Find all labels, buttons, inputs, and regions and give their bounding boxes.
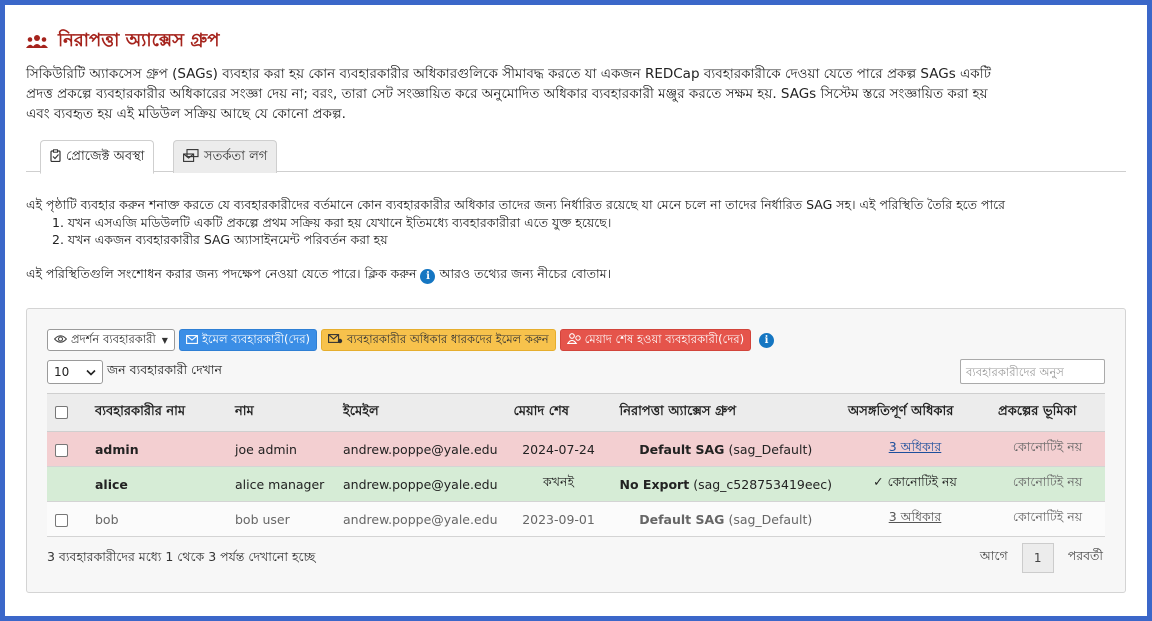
user-clock-icon xyxy=(567,333,581,347)
sag-id: (sag_Default) xyxy=(728,511,813,527)
expiration-cell: কখনই xyxy=(506,467,612,502)
expire-users-button[interactable] xyxy=(560,329,751,351)
page-length-control xyxy=(47,360,222,384)
list-item: 2. যখন একজন ব্যবহারকারীর SAG অ্যাসাইনমেন্ট পরিবর্তন করা হয় xyxy=(52,232,388,247)
header-expiration[interactable]: মেয়াদ শেষ xyxy=(506,394,612,432)
tab-project-status-label: প্রোজেক্ট অবস্থা xyxy=(66,148,145,164)
intro-text: এই পৃষ্ঠাটি ব্যবহার করুন শনাক্ত করতে যে ব্যবহারকারীদের বর্তমানে কোন ব্যবহারকারীর অধিকার তাদের জন্য নির্ধারিত রয়েছে যা মেনে চলে না তাদের নির্ধারিত SAG সহ। এই পরিস্থিতি তৈরি হতে পারে xyxy=(26,197,1006,212)
clipboard-check-icon xyxy=(50,149,61,166)
tab-bar xyxy=(26,138,1126,172)
rights-link[interactable]: 3 অধিকার xyxy=(888,509,942,524)
tab-project-status[interactable] xyxy=(40,140,154,174)
tab-alert-log[interactable] xyxy=(173,140,277,173)
row-checkbox[interactable] xyxy=(55,514,68,527)
info-icon[interactable]: i xyxy=(759,333,774,348)
envelope-key-icon xyxy=(328,333,343,347)
username-cell: admin xyxy=(87,432,227,467)
role-cell: কোনোটিই নয় xyxy=(990,502,1105,537)
email-cell: andrew.poppe@yale.edu xyxy=(335,502,506,537)
table-info: 3 ব্যবহারকারীদের মধ্যে 1 থেকে 3 পর্যন্ত দেখানো হচ্ছে xyxy=(47,549,316,564)
sag-id: (sag_c528753419eec) xyxy=(693,476,832,492)
envelope-icon xyxy=(186,333,198,347)
rights-text: কোনোটিই নয় xyxy=(887,474,957,489)
sag-name: No Export xyxy=(619,476,690,492)
name-cell: bob user xyxy=(227,502,335,537)
name-cell: joe admin xyxy=(227,432,335,467)
expire-users-label: মেয়াদ শেষ হওয়া ব্যবহারকারী(দের) xyxy=(584,331,745,346)
users-group-icon xyxy=(26,34,48,50)
email-rights-holders-button[interactable] xyxy=(321,329,556,351)
pagination xyxy=(980,543,1103,573)
expiration-cell: 2023-09-01 xyxy=(506,502,612,537)
header-noncompliant-rights[interactable]: অসঙ্গতিপূর্ণ অধিকার xyxy=(840,394,990,432)
pagination-previous[interactable]: আগে xyxy=(979,548,1008,563)
page-length-label: জন ব্যবহারকারী দেখান xyxy=(107,362,222,377)
chevron-down-icon: ▼ xyxy=(161,335,168,345)
select-all-cell xyxy=(47,394,87,432)
sag-cell xyxy=(612,432,840,467)
row-select-cell xyxy=(47,467,87,502)
show-users-dropdown[interactable] xyxy=(47,329,175,351)
users-panel xyxy=(26,308,1126,593)
email-users-button[interactable] xyxy=(179,329,317,351)
help-text-after: আরও তথ্যের জন্য নীচের বোতাম। xyxy=(439,266,612,281)
row-select-cell xyxy=(47,502,87,537)
role-cell: কোনোটিই নয় xyxy=(990,432,1105,467)
header-sag[interactable]: নিরাপত্তা অ্যাক্সেস গ্রুপ xyxy=(612,394,840,432)
intro-help-text xyxy=(26,266,611,286)
select-all-checkbox[interactable] xyxy=(55,406,68,419)
info-icon: i xyxy=(420,269,435,284)
pagination-next[interactable]: পরবর্তী xyxy=(1067,548,1103,563)
header-username[interactable]: ব্যবহারকারীর নাম xyxy=(87,394,227,432)
role-cell: কোনোটিই নয় xyxy=(990,467,1105,502)
help-text-before: এই পরিস্থিতিগুলি সংশোধন করার জন্য পদক্ষেপ নেওয়া যেতে পারে। ক্লিক করুন xyxy=(26,266,417,281)
mail-bulk-icon xyxy=(183,149,199,166)
page-description: সিকিউরিটি অ্যাকসেস গ্রুপ (SAGs) ব্যবহার করা হয় কোন ব্যবহারকারীর অধিকারগুলিকে সীমাবদ্ধ করতে যা একজন REDCap ব্যবহারকারীকে দেওয়া যেতে পারে প্রকল্প SAGs একটি প্রদত্ত প্রকল্পে ব্যবহারকারীর অধিকারের সংজ্ঞা দেয় না; বরং, তারা সেট সংজ্ঞায়িত করে অনুমোদিত অধিকার ব্যবহারকারী মঞ্জুর করতে সক্ষম হয়. SAGs সিস্টেম স্তরে সংজ্ঞায়িত করা হয় এবং ব্যবহৃত হয় এই মডিউল সক্রিয় আছে যে কোনো প্রকল্প. xyxy=(26,66,991,122)
email-cell: andrew.poppe@yale.edu xyxy=(335,467,506,502)
header-email[interactable]: ইমেইল xyxy=(335,394,506,432)
action-toolbar xyxy=(47,329,774,351)
row-select-cell xyxy=(47,432,87,467)
page-title-text: নিরাপত্তা অ্যাক্সেস গ্রুপ xyxy=(58,30,220,51)
intro-list xyxy=(52,214,611,248)
eye-icon xyxy=(54,333,67,347)
sag-cell xyxy=(612,467,840,502)
tab-alert-log-label: সতর্কতা লগ xyxy=(204,148,268,164)
table-row xyxy=(47,502,1105,537)
page-length-value: 10 xyxy=(54,365,70,379)
rights-cell xyxy=(840,467,990,502)
sag-id: (sag_Default) xyxy=(728,441,813,457)
page-length-select[interactable] xyxy=(47,360,103,384)
header-project-role[interactable]: প্রকল্পের ভূমিকা xyxy=(990,394,1105,432)
table-row xyxy=(47,467,1105,502)
rights-cell xyxy=(840,502,990,537)
email-cell: andrew.poppe@yale.edu xyxy=(335,432,506,467)
pagination-page-1[interactable]: 1 xyxy=(1022,543,1054,573)
name-cell: alice manager xyxy=(227,467,335,502)
chevron-down-icon xyxy=(86,365,96,379)
email-users-label: ইমেল ব্যবহারকারী(দের) xyxy=(201,331,311,346)
username-cell: alice xyxy=(87,467,227,502)
expiration-cell: 2024-07-24 xyxy=(506,432,612,467)
show-users-label: প্রদর্শন ব্যবহারকারী xyxy=(71,331,156,346)
search-input[interactable]: ব্যবহারকারীদের অনুস xyxy=(960,359,1105,384)
rights-link[interactable]: 3 অধিকার xyxy=(888,439,942,454)
username-cell: bob xyxy=(87,502,227,537)
table-row xyxy=(47,432,1105,467)
sag-name: Default SAG xyxy=(639,441,725,457)
users-table xyxy=(47,393,1105,537)
sag-name: Default SAG xyxy=(639,511,725,527)
check-icon: ✓ xyxy=(873,474,884,489)
header-name[interactable]: নাম xyxy=(227,394,335,432)
row-checkbox[interactable] xyxy=(55,444,68,457)
table-header-row xyxy=(47,394,1105,432)
rights-cell xyxy=(840,432,990,467)
list-item: 1. যখন এসএজি মডিউলটি একটি প্রকল্পে প্রথম সক্রিয় করা হয় যেখানে ইতিমধ্যে ব্যবহারকারীরা এতে যুক্ত হয়েছে। xyxy=(52,215,612,230)
email-rights-holders-label: ব্যবহারকারীর অধিকার ধারকদের ইমেল করুন xyxy=(347,331,549,346)
sag-cell xyxy=(612,502,840,537)
page-title xyxy=(26,26,219,57)
